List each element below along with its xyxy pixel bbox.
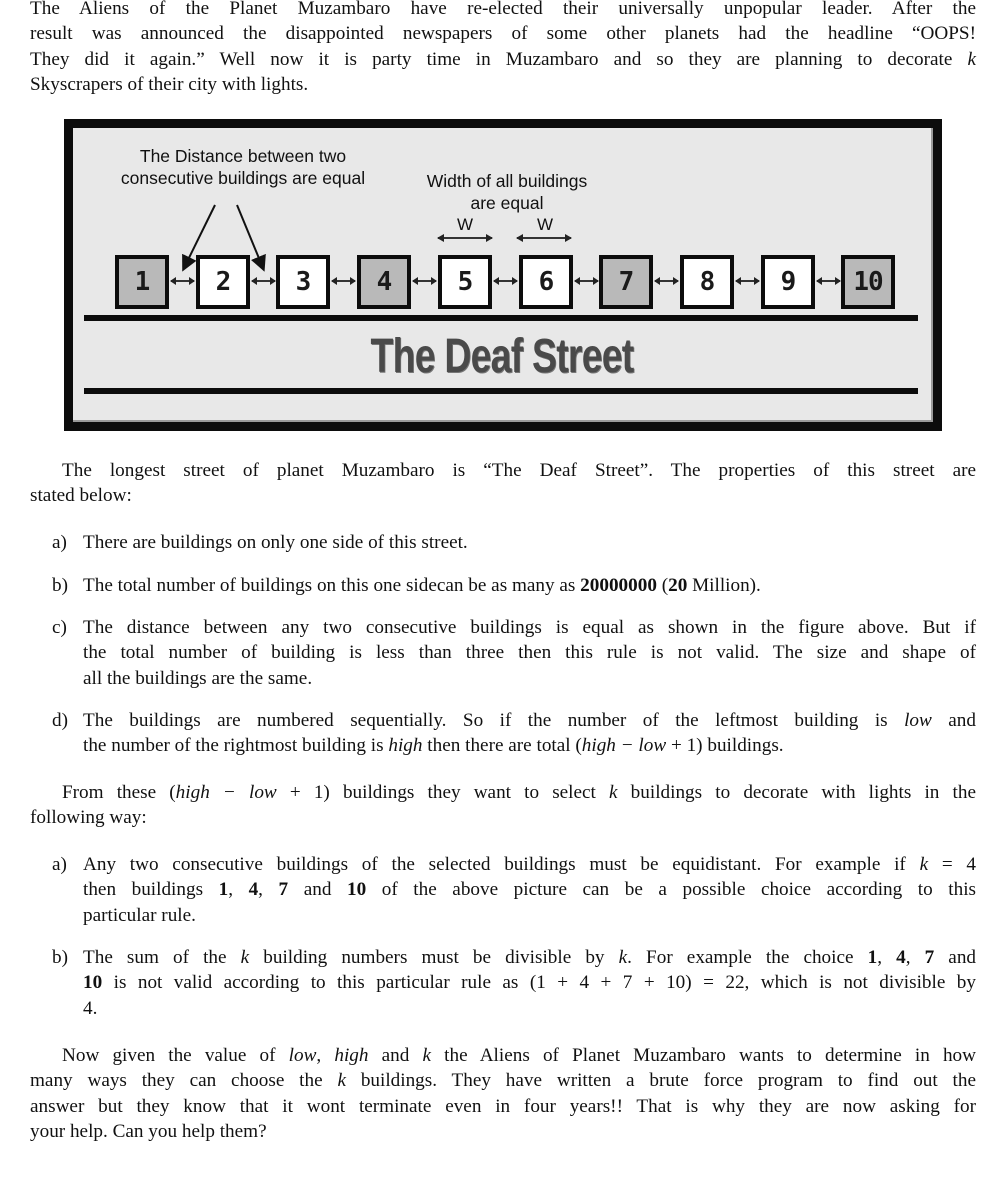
text-run: Any two consecutive buildings of the selected buildings must be equidistant. For example if (83, 854, 920, 875)
text-run: The total number of buildings on this one sidecan be as many as (83, 575, 581, 596)
width-label: W (456, 215, 474, 234)
text-run: , (316, 1045, 335, 1066)
text-run: buildings. They have written a brute force program to find out the (345, 1070, 976, 1092)
building-9: 9 (761, 255, 815, 309)
intro-line: The Aliens of the Planet Muzambaro have re-elected their universally unpopular leader. After the (30, 0, 976, 19)
text-run: , (258, 879, 279, 901)
item-label: b) (52, 947, 68, 968)
var-k: k (967, 48, 976, 70)
final-paragraph (30, 1043, 976, 1144)
selection-paragraph (30, 780, 976, 831)
text-run: many ways they can choose the (30, 1070, 338, 1092)
text-run: and (288, 879, 347, 901)
street-line: stated below: (30, 485, 132, 507)
item-text (83, 852, 976, 928)
text-run: The sum of the (83, 947, 241, 968)
caption-line: The Distance between two (139, 146, 347, 166)
gap-arrow (575, 280, 598, 282)
text-run: the Aliens of Planet Muzambaro wants to determine in how (431, 1045, 976, 1066)
text-run: , (877, 947, 897, 968)
bold-number: 7 (278, 879, 289, 901)
text-line: following way: (30, 807, 147, 829)
intro-paragraph (30, 0, 976, 97)
text-run: and (931, 710, 976, 731)
var-k: k (240, 947, 250, 968)
text-line (83, 852, 976, 877)
building-10: 10 (841, 255, 895, 309)
text-line: The distance between any two consecutive buildings is equal as shown in the figure above. But if (83, 617, 976, 638)
text-line (83, 877, 976, 902)
item-label: c) (52, 617, 67, 638)
intro-line: Skyscrapers of their city with lights. (30, 73, 309, 95)
intro-line (30, 47, 976, 72)
gap-arrow (494, 280, 517, 282)
text-line (83, 708, 976, 733)
bold-number: 1 (218, 879, 229, 901)
text-run: and (934, 947, 977, 968)
text-run: the number of the rightmost building is (83, 735, 389, 757)
bold-number: 4 (896, 947, 906, 968)
item-label: a) (52, 854, 67, 875)
text-run: + 1) buildings. (666, 735, 784, 757)
text-run: buildings to decorate with lights in the (617, 782, 976, 803)
item-text (83, 708, 976, 759)
item-text (83, 615, 976, 691)
text-line: the total number of building is less than three then this rule is not valid. The size and shape of (83, 642, 976, 664)
text-run: then buildings (83, 879, 219, 901)
gap-arrow (817, 280, 840, 282)
math-expr: high − low (175, 782, 277, 803)
bold-number: 1 (867, 947, 878, 968)
gap-arrow (413, 280, 436, 282)
text-run: and (368, 1045, 423, 1066)
road-line-top (84, 315, 918, 321)
caption-line: are equal (470, 193, 544, 213)
item-text (83, 573, 976, 598)
bold-number: 10 (83, 972, 103, 994)
gap-arrow (252, 280, 275, 282)
text-run: ( (656, 575, 669, 596)
building-8: 8 (680, 255, 734, 309)
item-label: a) (52, 532, 67, 553)
var-k: k (919, 854, 929, 875)
text-line (83, 733, 976, 758)
width-label: W (536, 215, 554, 234)
text-run: then there are total ( (422, 735, 582, 757)
building-6: 6 (519, 255, 573, 309)
var-k: k (609, 782, 618, 803)
text-run: Million). (687, 575, 761, 596)
var-low: low (288, 1045, 317, 1066)
building-5: 5 (438, 255, 492, 309)
text-run: The buildings are numbered sequentially. So if the number of the leftmost building is (83, 710, 905, 731)
street-paragraph (30, 458, 976, 509)
text-line: particular rule. (83, 904, 196, 926)
road-line-bottom (84, 388, 918, 394)
intro-line-text: They did it again.” Well now it is party time in Muzambaro and so they are planning to decorate (30, 48, 953, 70)
bold-number: 10 (346, 879, 367, 901)
building-7: 7 (599, 255, 653, 309)
caption-line: consecutive buildings are equal (120, 168, 366, 188)
building-3: 3 (276, 255, 330, 309)
item-label: b) (52, 575, 68, 596)
intro-line: result was announced the disappointed newspapers of some other planets had the headline “OOPS! (30, 23, 976, 45)
building-4: 4 (357, 255, 411, 309)
text-line: all the buildings are the same. (83, 667, 313, 689)
text-run: = 4 (928, 854, 976, 875)
math-expr: high − low (581, 735, 667, 757)
figure-panel (73, 128, 933, 422)
item-label: d) (52, 710, 68, 731)
text-line (30, 1068, 976, 1093)
var-high: high (334, 1045, 369, 1066)
text-line (30, 780, 976, 805)
gap-arrow (171, 280, 194, 282)
text-run: + 1) buildings they want to select (276, 782, 610, 803)
text-run: From these ( (62, 782, 176, 803)
item-text (83, 945, 976, 1021)
text-run: . For example the choice (627, 947, 868, 968)
street-title: The Deaf Street (370, 330, 634, 383)
text-run: is not valid according to this particular rule as (1 + 4 + 7 + 10) = 22, which is not divisible by (102, 972, 976, 994)
text-run: building numbers must be divisible by (249, 947, 619, 968)
gap-arrow (655, 280, 678, 282)
caption-line: Width of all buildings (426, 171, 588, 191)
var-k: k (337, 1070, 346, 1092)
text-line (83, 970, 976, 995)
bold-number: 7 (924, 947, 935, 968)
text-line (30, 1043, 976, 1068)
text-line: answer but they know that it wont terminate even in four years!! That is why they are now asking for (30, 1095, 976, 1117)
var-k: k (618, 947, 628, 968)
item-text: There are buildings on only one side of this street. (83, 532, 468, 553)
building-1: 1 (115, 255, 169, 309)
text-line: 4. (83, 997, 98, 1019)
text-line: your help. Can you help them? (30, 1120, 267, 1142)
text-run: , (905, 947, 925, 968)
var-k: k (422, 1045, 432, 1066)
text-line (83, 945, 976, 970)
gap-arrow (736, 280, 759, 282)
var-high: high (388, 735, 423, 757)
gap-arrow (332, 280, 355, 282)
bold-number: 20000000 (580, 575, 657, 596)
bold-number: 20 (668, 575, 688, 596)
text-run: , (228, 879, 249, 901)
var-low: low (904, 710, 932, 731)
building-2: 2 (196, 255, 250, 309)
bold-number: 4 (248, 879, 259, 901)
street-figure (64, 119, 942, 431)
text-run: Now given the value of (62, 1045, 289, 1066)
text-run: of the above picture can be a possible choice according to this (366, 879, 977, 901)
street-line: The longest street of planet Muzambaro is “The Deaf Street”. The properties of this street are (62, 460, 976, 481)
